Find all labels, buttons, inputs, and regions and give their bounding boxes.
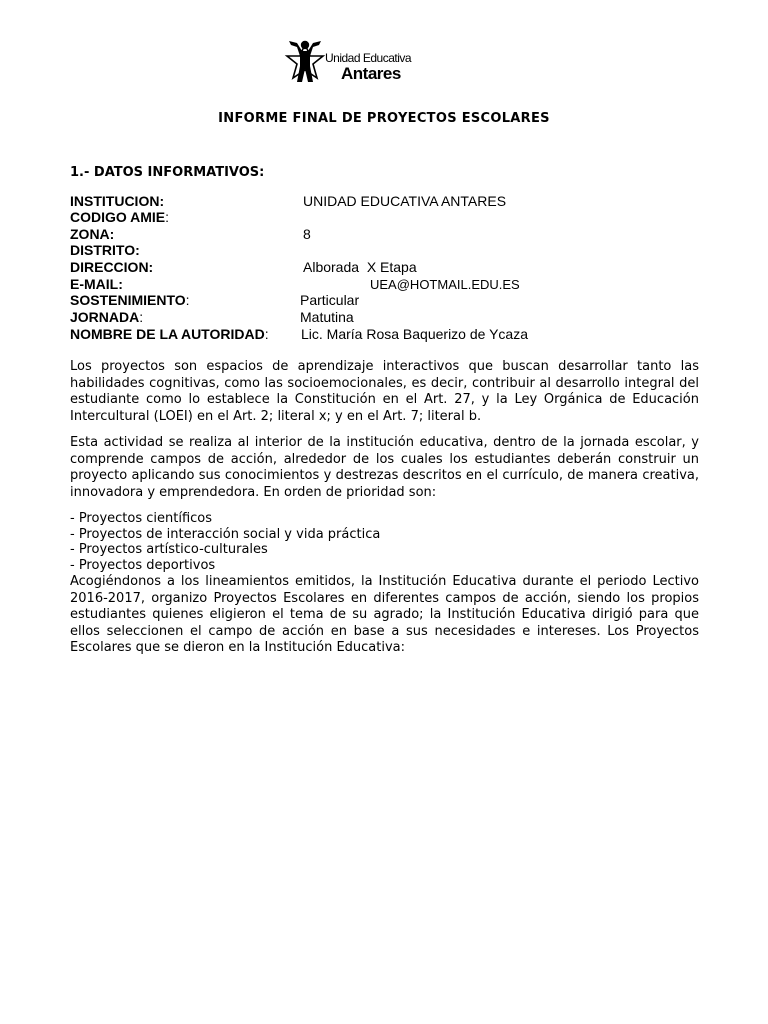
field-value: UEA@HOTMAIL.EDU.ES xyxy=(370,277,520,292)
antares-figure-star-icon xyxy=(283,38,327,84)
field-zona xyxy=(70,226,710,243)
field-value: Particular xyxy=(300,292,360,308)
field-jornada xyxy=(70,309,710,326)
field-label: INSTITUCION: xyxy=(70,193,165,209)
list-item: - Proyectos científicos xyxy=(70,511,213,526)
field-value: 8 xyxy=(303,226,311,242)
section-heading: 1.- DATOS INFORMATIVOS: xyxy=(70,165,265,180)
field-label: SOSTENIMIENTO: xyxy=(70,292,190,308)
field-email xyxy=(70,276,710,293)
list-item: - Proyectos deportivos xyxy=(70,557,216,573)
school-logo xyxy=(283,38,418,88)
field-label: E-MAIL: xyxy=(70,276,123,292)
field-institucion xyxy=(70,193,710,210)
logo-text-line2: Antares xyxy=(341,64,401,83)
paragraph-intro: Los proyectos son espacios de aprendizaje interactivos que buscan desarrollar tanto las habilidades cognitivas, como las socioemocionales, es decir, contribuir al desarrollo integral del estudiante como lo establece la Constitución en el Art. 27, y la Ley Orgánica de Educación Intercultural (LOEI) en el Art. 2; literal x; y en el Art. 7; literal b. xyxy=(70,359,699,424)
field-codigo-amie xyxy=(70,209,710,226)
field-sostenimiento xyxy=(70,292,710,309)
field-label: DISTRITO: xyxy=(70,242,140,258)
list-item: - Proyectos artístico-culturales xyxy=(70,542,268,557)
document-title: INFORME FINAL DE PROYECTOS ESCOLARES xyxy=(218,111,550,126)
list-item: - Proyectos de interacción social y vida práctica xyxy=(70,526,381,542)
field-label: CODIGO AMIE: xyxy=(70,209,170,225)
field-distrito xyxy=(70,242,710,259)
paragraph-activity: Esta actividad se realiza al interior de la institución educativa, dentro de la jornada escolar, y comprende campos de acción, alrededor de los cuales los estudiantes deberán construir un proyecto aplicando sus conocimientos y destrezas descritos en el currículo, de manera creativa, innovadora y emprendedora. En orden de prioridad son: xyxy=(70,435,699,500)
project-type-list xyxy=(70,511,699,573)
field-label: JORNADA: xyxy=(70,309,144,325)
field-value: UNIDAD EDUCATIVA ANTARES xyxy=(303,193,507,209)
field-label: ZONA: xyxy=(70,226,115,242)
field-label: NOMBRE DE LA AUTORIDAD: xyxy=(70,326,269,342)
field-direccion xyxy=(70,259,710,276)
field-autoridad xyxy=(70,326,710,343)
field-label: DIRECCION: xyxy=(70,259,154,275)
logo-text-line1: Unidad Educativa xyxy=(325,51,412,65)
field-value: Lic. María Rosa Baquerizo de Ycaza xyxy=(301,326,528,342)
field-value: Alborada X Etapa xyxy=(303,259,417,275)
paragraph-closing: Acogiéndonos a los lineamientos emitidos, la Institución Educativa durante el periodo Lectivo 2016-2017, organizo Proyectos Escolares en diferentes campos de acción, siendo los propios estudiantes quienes eligieron el tema de su agrado; la Institución Educativa dirigió para que ellos seleccionen el campo de acción en base a sus necesidades e intereses. Los Proyectos Escolares que se dieron en la Institución Educativa: xyxy=(70,574,699,656)
field-value: Matutina xyxy=(300,309,354,325)
